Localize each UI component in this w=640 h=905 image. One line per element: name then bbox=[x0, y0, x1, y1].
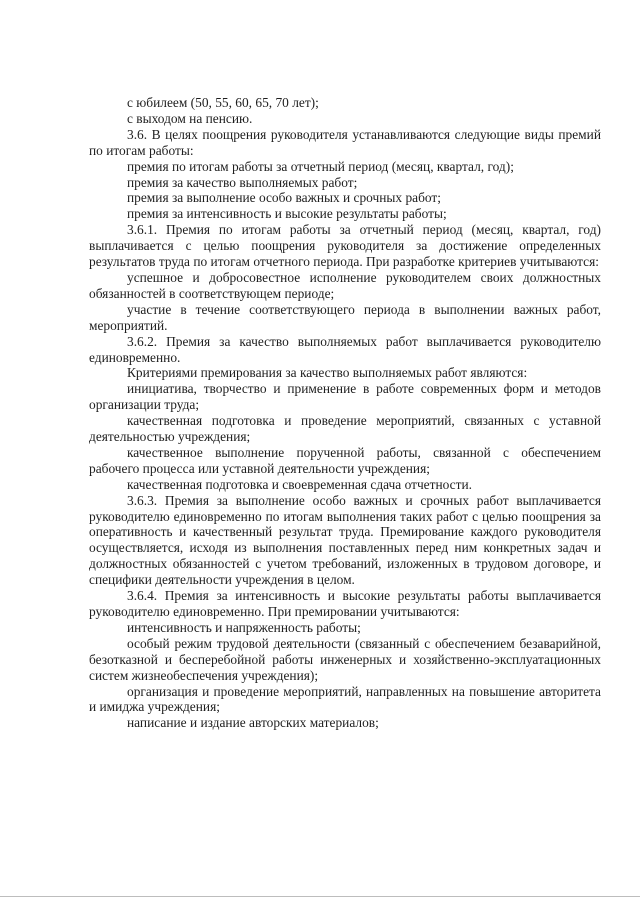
list-item: качественное выполнение порученной работы, связанной с обеспечением рабочего процесса или уставной деятельности учреждения; bbox=[89, 444, 601, 476]
list-item: участие в течение соответствующего периода в выполнении важных работ, мероприятий. bbox=[89, 301, 601, 333]
section-paragraph-3-6: 3.6. В целях поощрения руководителя устанавливаются следующие виды премий по итогам работы: bbox=[89, 126, 601, 158]
section-paragraph-3-6-2: 3.6.2. Премия за качество выполняемых работ выплачивается руководителю единовременно. bbox=[89, 333, 601, 365]
list-item: с выходом на пенсию. bbox=[127, 110, 253, 126]
list-item: качественная подготовка и своевременная сдача отчетности. bbox=[127, 476, 472, 492]
list-item: с юбилеем (50, 55, 60, 65, 70 лет); bbox=[127, 95, 319, 110]
section-paragraph-3-6-3: 3.6.3. Премия за выполнение особо важных и срочных работ выплачивается руководителю единовременно по итогам выполнения таких работ с целью поощрения за оперативность и качественный результат труда. Премирование каждого руководителя осуществляется, исходя из выполнения поставленных перед ним конкретных задач и должностных обязанностей с учетом требований, изложенных в трудовом договоре, и специфики деятельности учреждения в целом. bbox=[89, 492, 601, 588]
list-item: премия за выполнение особо важных и срочных работ; bbox=[127, 190, 442, 206]
section-paragraph-3-6-4: 3.6.4. Премия за интенсивность и высокие результаты работы выплачивается руководителю единовременно. При премировании учитываются: bbox=[89, 588, 601, 619]
list-item: интенсивность и напряженность работы; bbox=[127, 619, 361, 635]
list-item: организация и проведение мероприятий, направленных на повышение авторитета и имиджа учреждения; bbox=[89, 683, 601, 715]
list-item: качественная подготовка и проведение мероприятий, связанных с уставной деятельностью учреждения; bbox=[89, 413, 601, 445]
list-item: успешное и добросовестное исполнение руководителем своих должностных обязанностей в соответствующем периоде; bbox=[89, 269, 601, 301]
list-item: особый режим трудовой деятельности (связанный с обеспечением безаварийной, безотказной и бесперебойной работы инженерных и хозяйственно-эксплуатационных систем жизнеобеспечения учреждения); bbox=[89, 635, 601, 683]
list-item: премия по итогам работы за отчетный период (месяц, квартал, год); bbox=[127, 158, 514, 174]
list-item: премия за качество выполняемых работ; bbox=[127, 174, 358, 190]
section-paragraph-3-6-1: 3.6.1. Премия по итогам работы за отчетный период (месяц, квартал, год) выплачивается с целью поощрения руководителя за достижение определенных результатов труда по итогам отчетного периода. При разработке критериев учитываются: bbox=[89, 222, 601, 270]
paragraph: Критериями премирования за качество выполняемых работ являются: bbox=[127, 365, 528, 381]
document-body bbox=[89, 95, 601, 731]
list-item: инициатива, творчество и применение в работе современных форм и методов организации труда; bbox=[89, 381, 601, 413]
page-bottom-edge bbox=[0, 896, 640, 897]
list-item: премия за интенсивность и высокие результаты работы; bbox=[127, 206, 447, 222]
list-item: написание и издание авторских материалов; bbox=[127, 715, 379, 731]
